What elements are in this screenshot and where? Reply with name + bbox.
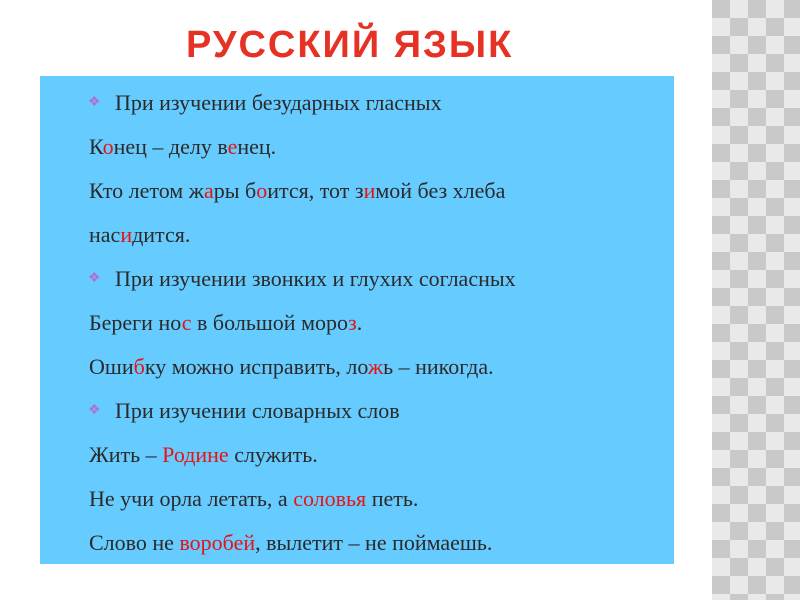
text-segment: нец. — [237, 134, 277, 159]
highlighted-segment: о — [256, 178, 268, 203]
highlighted-segment: з — [348, 310, 357, 335]
decorative-side-pattern — [712, 0, 800, 600]
text-segment: ь – никогда. — [383, 354, 494, 379]
text-segment: Кто летом ж — [89, 178, 204, 203]
highlighted-segment: ж — [367, 354, 384, 379]
highlighted-segment: и — [120, 222, 133, 247]
text-segment: Оши — [89, 354, 134, 379]
slide-title: РУССКИЙ ЯЗЫК — [186, 24, 514, 66]
content-panel — [40, 76, 674, 564]
proverb-line — [89, 442, 318, 468]
text-segment: Слово не — [89, 530, 180, 555]
highlighted-segment: и — [363, 178, 376, 203]
highlighted-segment: о — [102, 134, 114, 159]
text-segment: Не учи орла летать, а — [89, 486, 294, 511]
text-segment: мой без хлеба — [375, 178, 506, 203]
text-segment: К — [89, 134, 103, 159]
highlighted-segment: б — [133, 354, 145, 379]
section-heading-text: При изучении безударных гласных — [115, 90, 442, 115]
text-segment: , вылетит – не поймаешь. — [255, 530, 493, 555]
highlighted-segment: с — [181, 310, 192, 335]
highlighted-segment: е — [227, 134, 238, 159]
proverb-line — [89, 530, 492, 556]
proverb-line — [89, 134, 276, 160]
text-segment: Береги но — [89, 310, 182, 335]
highlighted-segment: Родине — [162, 442, 229, 467]
diamond-bullet-icon: ❖ — [88, 403, 101, 418]
proverb-line — [89, 354, 494, 380]
text-segment: Жить – — [89, 442, 163, 467]
highlighted-segment: а — [203, 178, 214, 203]
section-heading-text: При изучении словарных слов — [115, 398, 400, 423]
highlighted-segment: воробей — [179, 530, 256, 555]
section-heading-text: При изучении звонких и глухих согласных — [115, 266, 516, 291]
proverb-line — [89, 486, 418, 512]
text-segment: служить. — [228, 442, 318, 467]
text-segment: нец – делу в — [113, 134, 228, 159]
text-segment: ры б — [213, 178, 257, 203]
proverb-line — [89, 222, 190, 248]
diamond-bullet-icon: ❖ — [88, 271, 101, 286]
text-segment: . — [356, 310, 363, 335]
proverb-line — [89, 178, 505, 204]
text-segment: петь. — [366, 486, 419, 511]
diamond-bullet-icon: ❖ — [88, 95, 101, 110]
highlighted-segment: соловья — [293, 486, 367, 511]
text-segment: ится, тот з — [267, 178, 364, 203]
proverb-line — [89, 310, 362, 336]
text-segment: ку можно исправить, ло — [144, 354, 368, 379]
text-segment: в большой моро — [191, 310, 348, 335]
text-segment: дится. — [132, 222, 191, 247]
text-segment: нас — [89, 222, 121, 247]
